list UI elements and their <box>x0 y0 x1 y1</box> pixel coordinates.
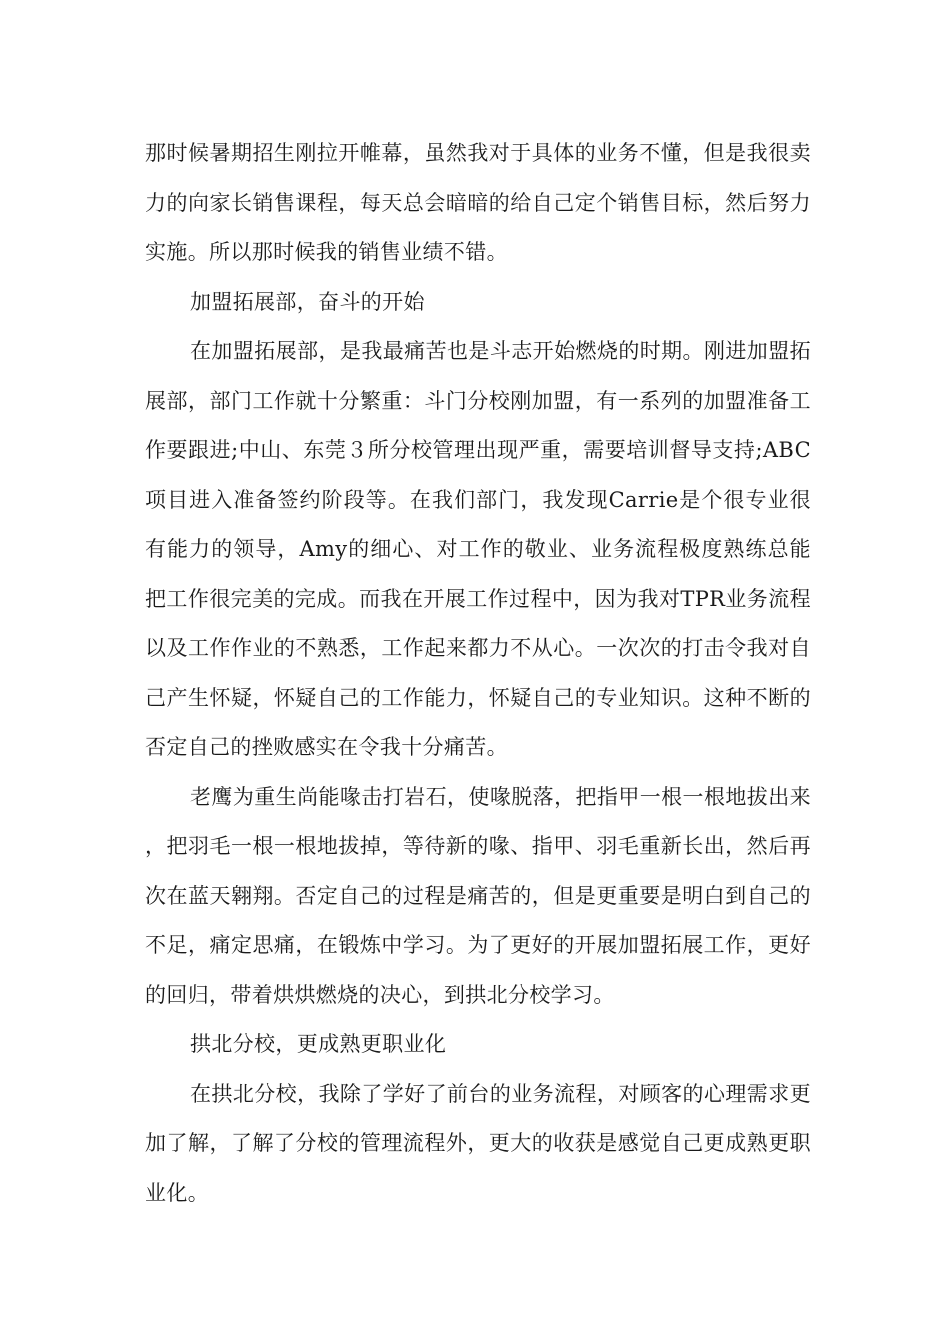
section-heading-franchise-expansion: 加盟拓展部，奋斗的开始 <box>190 289 425 314</box>
paragraph-franchise-department: 在加盟拓展部，是我最痛苦也是斗志开始燃烧的时期。刚进加盟拓展部，部门工作就十分繁重：斗门分校刚加盟，有一系列的加盟准备工作要跟进;中山、东莞３所分校管理出现严重，需要培训督导支持;ABC项目进入准备签约阶段等。在我们部门，我发现Carrie是个很专业很有能力的领导，Amy的细心、对工作的敬业、业务流程极度熟练总能把工作很完美的完成。而我在开展工作过程中，因为我对TPR业务流程以及工作作业的不熟悉，工作起来都力不从心。一次次的打击令我对自己产生怀疑，怀疑自己的工作能力，怀疑自己的专业知识。这种不断的否定自己的挫败感实在令我十分痛苦。 <box>145 339 811 759</box>
paragraph-summer-sales: 那时候暑期招生刚拉开帷幕，虽然我对于具体的业务不懂，但是我很卖力的向家长销售课程，每天总会暗暗的给自己定个销售目标，然后努力实施。所以那时候我的销售业绩不错。 <box>145 141 811 264</box>
paragraph-eagle-rebirth: 老鹰为重生尚能喙击打岩石，使喙脱落，把指甲一根一根地拔出来，把羽毛一根一根地拔掉，等待新的喙、指甲、羽毛重新长出，然后再次在蓝天翱翔。否定自己的过程是痛苦的，但是更重要是明白到自己的不足，痛定思痛，在锻炼中学习。为了更好的开展加盟拓展工作，更好的回归，带着烘烘燃烧的决心，到拱北分校学习。 <box>145 784 811 1007</box>
section-heading-gongbei-branch: 拱北分校，更成熟更职业化 <box>190 1032 447 1056</box>
paragraph-gongbei-learning: 在拱北分校，我除了学好了前台的业务流程，对顾客的心理需求更加了解，了解了分校的管理流程外，更大的收获是感觉自己更成熟更职业化。 <box>145 1081 811 1205</box>
document-body <box>145 129 811 1218</box>
